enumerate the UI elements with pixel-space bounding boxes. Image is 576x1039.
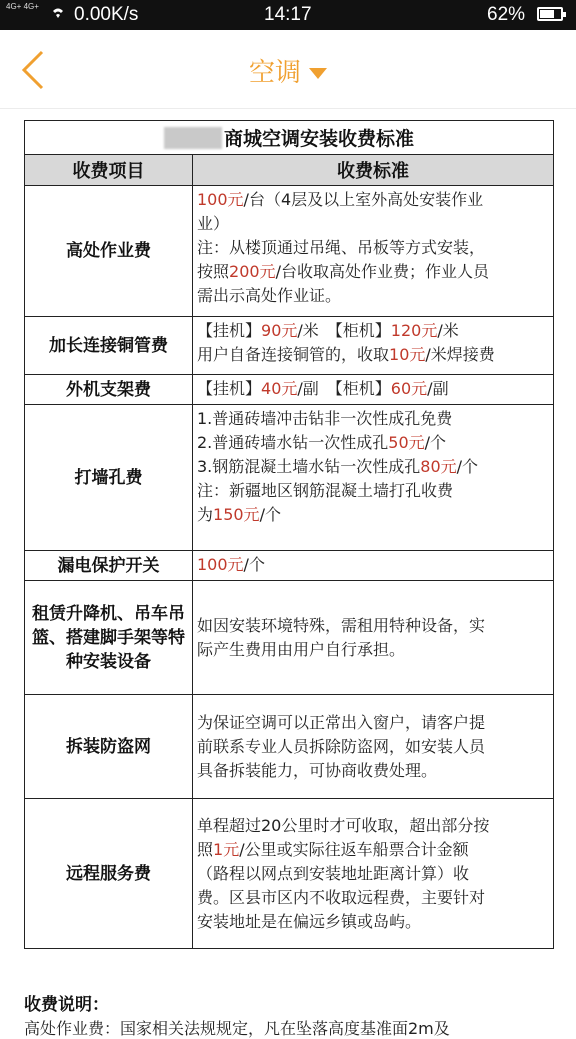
table-row (25, 317, 554, 375)
price-value: 50元 (388, 433, 425, 452)
fee-line (197, 407, 549, 431)
fee-text: 安装地址是在偏远乡镇或岛屿。 (197, 911, 422, 931)
fee-line (197, 377, 549, 401)
fee-line (197, 431, 549, 455)
fee-item: 租赁升降机、吊车吊篮、搭建脚手架等特种安装设备 (25, 581, 193, 695)
page-title[interactable] (0, 52, 576, 89)
network-speed: 0.00K/s (74, 4, 139, 25)
fee-line (197, 284, 549, 308)
fee-standard (193, 375, 554, 405)
fee-line (197, 212, 549, 236)
fee-line (197, 838, 549, 862)
table-row (25, 581, 554, 695)
fee-text: 2.普通砖墙水钻一次性成孔 (197, 433, 389, 452)
price-value: 10元 (389, 345, 426, 364)
table-row (25, 405, 554, 551)
fee-text: /个 (243, 555, 265, 574)
fee-line (197, 735, 549, 759)
fee-standard (193, 695, 554, 799)
notes-text: 高处作业费：国家相关法规规定，凡在坠落高度基准面2m及 (24, 1019, 450, 1038)
clock: 14:17 (264, 4, 312, 25)
fee-text: /个 (456, 457, 479, 476)
fee-line (197, 814, 549, 838)
fee-standard (193, 186, 554, 317)
fee-text: 3.钢筋混凝土墙水钻一次性成孔 (197, 457, 421, 476)
fee-text: 注：从楼顶通过吊绳、吊板等方式安装， (197, 238, 486, 257)
fee-standard (193, 581, 554, 695)
fee-text: /米 (437, 321, 459, 340)
table-row (25, 186, 554, 317)
price-value: 200元 (229, 262, 276, 281)
fee-text: 费。区县市区内不收取远程费，主要针对 (197, 887, 486, 907)
price-value: 40元 (261, 379, 298, 398)
fee-text: （路程以网点到安装地址距离计算）收 (197, 863, 470, 883)
fee-line (197, 910, 549, 934)
price-value: 100元 (197, 555, 244, 574)
fee-line (197, 260, 549, 284)
fee-text: 际产生费用由用户自行承担。 (197, 639, 406, 659)
price-value: 80元 (420, 457, 457, 476)
fee-text: 如因安装环境特殊，需租用特种设备，实 (197, 615, 486, 635)
fee-text: 单程超过20公里时才可收取，超出部分按 (197, 815, 490, 835)
price-value: 90元 (261, 321, 298, 340)
fee-item: 打墙孔费 (25, 405, 193, 551)
fee-text: /个 (259, 505, 281, 524)
table-row (25, 695, 554, 799)
fee-table (24, 120, 554, 949)
fee-text: 需出示高处作业证。 (197, 286, 342, 305)
fee-text: 【挂机】 (197, 379, 262, 398)
wifi-icon (52, 7, 64, 21)
price-value: 150元 (213, 505, 260, 524)
redacted-brand (164, 127, 222, 149)
fee-text: /副 (427, 379, 449, 398)
table-caption (25, 121, 554, 155)
fee-line (197, 479, 549, 503)
fee-item: 远程服务费 (25, 799, 193, 949)
fee-standard (193, 405, 554, 551)
table-row (25, 551, 554, 581)
fee-line (197, 862, 549, 886)
fee-text: 为 (197, 505, 214, 524)
fee-text: 用户自备连接铜管的，收取 (197, 345, 390, 364)
fee-text: 照 (197, 839, 214, 859)
fee-line (197, 553, 549, 577)
fee-item: 高处作业费 (25, 186, 193, 317)
table-row (25, 799, 554, 949)
fee-text: /台（4层及以上室外高处安装作业 (243, 190, 484, 209)
fee-standard (193, 799, 554, 949)
fee-line (197, 759, 549, 783)
status-bar (0, 0, 576, 30)
battery-percent: 62% (487, 4, 526, 25)
fee-line (197, 638, 549, 662)
fee-standard (193, 317, 554, 375)
fee-text: /米焊接费 (425, 345, 495, 364)
price-value: 120元 (390, 321, 438, 340)
fee-line (197, 343, 549, 367)
fee-item: 外机支架费 (25, 375, 193, 405)
fee-text: 为保证空调可以正常出入窗户，请客户提 (197, 712, 486, 732)
fee-text: /副 【柜机】 (297, 379, 391, 398)
fee-line (197, 319, 549, 343)
fee-item: 拆装防盗网 (25, 695, 193, 799)
fee-text: /台收取高处作业费；作业人员 (275, 262, 489, 281)
fee-text: 按照 (197, 262, 230, 281)
table-row (25, 375, 554, 405)
fee-text: 注：新疆地区钢筋混凝土墙打孔收费 (197, 481, 454, 500)
caret-down-icon[interactable] (309, 68, 327, 79)
page-title-text: 空调 (248, 58, 301, 88)
header-item: 收费项目 (25, 155, 193, 186)
fee-text: /个 (424, 433, 447, 452)
notes-title: 收费说明： (24, 995, 109, 1015)
fee-item: 加长连接铜管费 (25, 317, 193, 375)
table-caption-text: 商城空调安装收费标准 (224, 128, 415, 150)
fee-text: 业） (197, 214, 230, 233)
fee-line (197, 455, 549, 479)
price-value: 100元 (197, 190, 244, 209)
table-body (25, 186, 554, 949)
battery-icon (537, 7, 563, 21)
fee-text: /公里或实际往返车船票合计金额 (239, 839, 469, 859)
fee-line (197, 711, 549, 735)
fee-line (197, 236, 549, 260)
fee-text: 【挂机】 (197, 321, 262, 340)
header-standard: 收费标准 (193, 155, 554, 186)
fee-line (197, 503, 549, 527)
price-value: 1元 (213, 839, 240, 859)
fee-line (197, 886, 549, 910)
fee-standard (193, 551, 554, 581)
fee-text: 1.普通砖墙冲击钻非一次性成孔免费 (197, 409, 453, 428)
nav-bar (0, 30, 576, 109)
price-value: 60元 (390, 379, 428, 398)
fee-text: /米 【柜机】 (297, 321, 391, 340)
fee-line (197, 614, 549, 638)
signal-indicator: 4G+ 4G+ (6, 2, 39, 11)
fee-line (197, 188, 549, 212)
fee-text: 前联系专业人员拆除防盗网，如安装人员 (197, 736, 486, 756)
fee-item: 漏电保护开关 (25, 551, 193, 581)
fee-text: 具备拆装能力，可协商收费处理。 (197, 760, 438, 780)
